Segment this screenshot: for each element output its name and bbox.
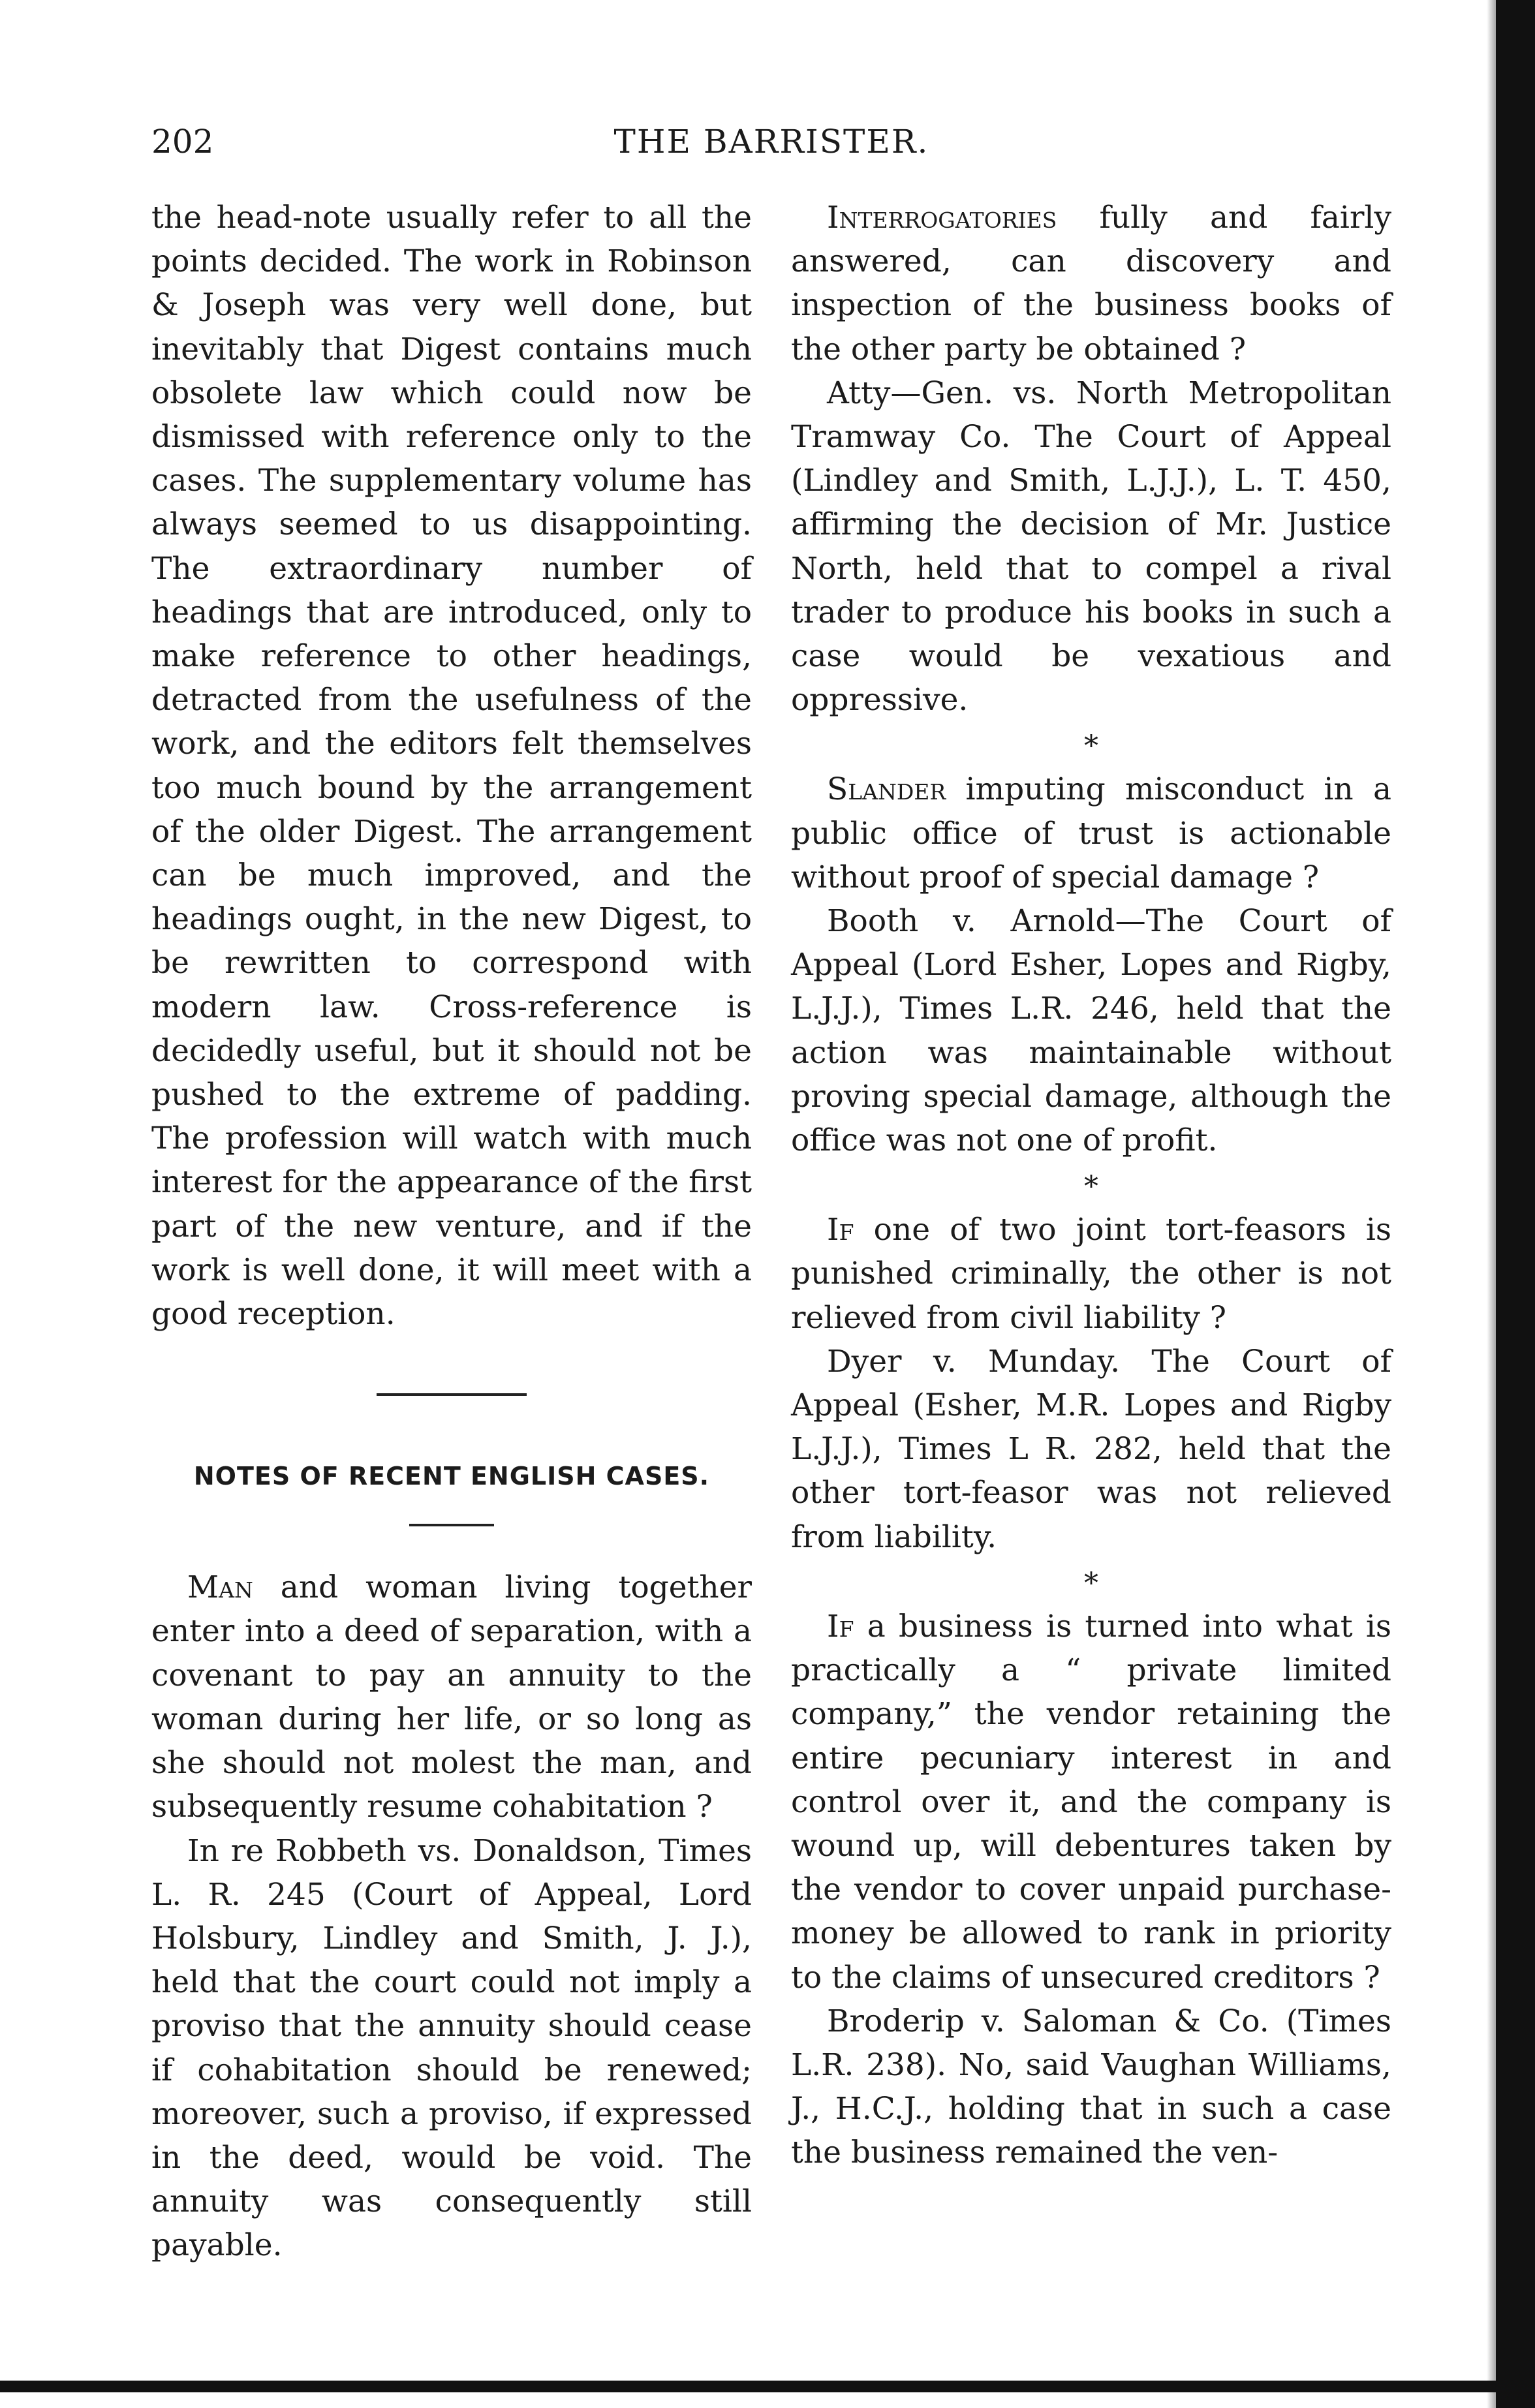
paragraph-robbeth-case: In re Robbeth vs. Donaldson, Times L. R. 245 (Court of Appeal, Lord Holsbury, Lindley and Smith, J. J.), held that the court could not imply a proviso that the annuity should cease if cohabitation should be renewed; moreover, such a proviso, if expressed in the deed, would be void. The annuity was consequently still payable. — [151, 1832, 752, 2264]
page-number: 202 — [151, 123, 214, 161]
section-separator-star: * — [1084, 730, 1098, 764]
paragraph-digest-review: the head-note usually refer to all the points decided. The work in Robinson & Joseph was very well done, but inevitably that Digest contains much obsolete law which could now be dismissed with reference only to the cases. The supplementary volume has always seemed to us disappointing. The extraordinary number of headings that are introduced, only to make reference to other headings, detracted from the usefulness of the work, and the editors felt themselves too much bound by the arrangement of the older Digest. The arrangement can be much improved, and the headings ought, in the new Digest, to be rewritten to correspond with modern law. Cross-reference is decidedly useful, but it should not be pushed to the extreme of padding. The profession will watch with much interest for the appearance of the first part of the new venture, and if the work is well done, it will meet with a good reception. — [151, 200, 752, 1333]
paragraph-text: fully and fairly answered, can discovery and inspection of the business books of the other party be obtained ? — [791, 200, 1391, 367]
page-header — [151, 123, 1391, 175]
section-separator-star: * — [1084, 1566, 1098, 1600]
paragraph-interrogatories-question — [791, 196, 1391, 371]
lead-word: If — [827, 1212, 854, 1248]
heading-divider — [409, 1524, 494, 1526]
paragraph-booth-case: Booth v. Arnold—The Court of Appeal (Lord Esher, Lopes and Rigby, L.J.J.), Times L.R. 246, held that the action was maintainable without proving special damage, although the office was not one of profit. — [791, 903, 1391, 1159]
paragraph-broderip-case: Broderip v. Saloman & Co. (Times L.R. 238). No, said Vaughan Williams, J., H.C.J., holding that in such a case the business remained the ven- — [791, 2003, 1391, 2171]
paragraph-slander-question — [791, 767, 1391, 899]
paragraph-separation-question — [151, 1566, 752, 1829]
lead-word: Slander — [827, 771, 946, 808]
left-column — [151, 196, 752, 2268]
paragraph-company-question — [791, 1605, 1391, 1999]
paragraph-tort-feasors-question — [791, 1208, 1391, 1340]
lead-word: Man — [187, 1569, 253, 1606]
running-title: THE BARRISTER. — [613, 123, 929, 161]
paragraph-text: one of two joint tort-feasors is punished criminally, the other is not relieved from civil liability ? — [791, 1212, 1391, 1336]
lead-word: Interrogatories — [827, 200, 1057, 236]
lead-word: If — [827, 1608, 854, 1644]
paragraph-text: a business is turned into what is practically a “ private limited company,” the vendor retaining the entire pecuniary interest in and control over it, and the company is wound up, will debentures taken by the vendor to cover unpaid purchase-money be allowed to rank in priority to the claims of unsecured creditors ? — [791, 1608, 1391, 1996]
scan-bottom-edge — [0, 2381, 1496, 2392]
right-column — [791, 196, 1391, 2175]
paragraph-tramway-case: Atty—Gen. vs. North Metropolitan Tramway Co. The Court of Appeal (Lindley and Smith, L.J.J.), L. T. 450, affirming the decision of Mr. Justice North, held that to compel a rival trader to produce his books in such a case would be vexatious and oppressive. — [791, 375, 1391, 718]
scan-edge-bar — [1496, 0, 1535, 2408]
paragraph-text: imputing misconduct in a public office of trust is actionable without proof of special damage ? — [791, 771, 1391, 895]
paragraph-text: and woman living together enter into a deed of separation, with a covenant to pay an annuity to the woman during her life, or so long as she should not molest the man, and subsequently resume cohabitation ? — [151, 1569, 752, 1825]
paragraph-dyer-case: Dyer v. Munday. The Court of Appeal (Esher, M.R. Lopes and Rigby L.J.J.), Times L R. 282, held that the other tort-feasor was not relieved from liability. — [791, 1343, 1391, 1555]
section-separator-star: * — [1084, 1170, 1098, 1204]
section-divider — [377, 1393, 527, 1396]
section-heading: NOTES OF RECENT ENGLISH CASES. — [193, 1462, 710, 1491]
